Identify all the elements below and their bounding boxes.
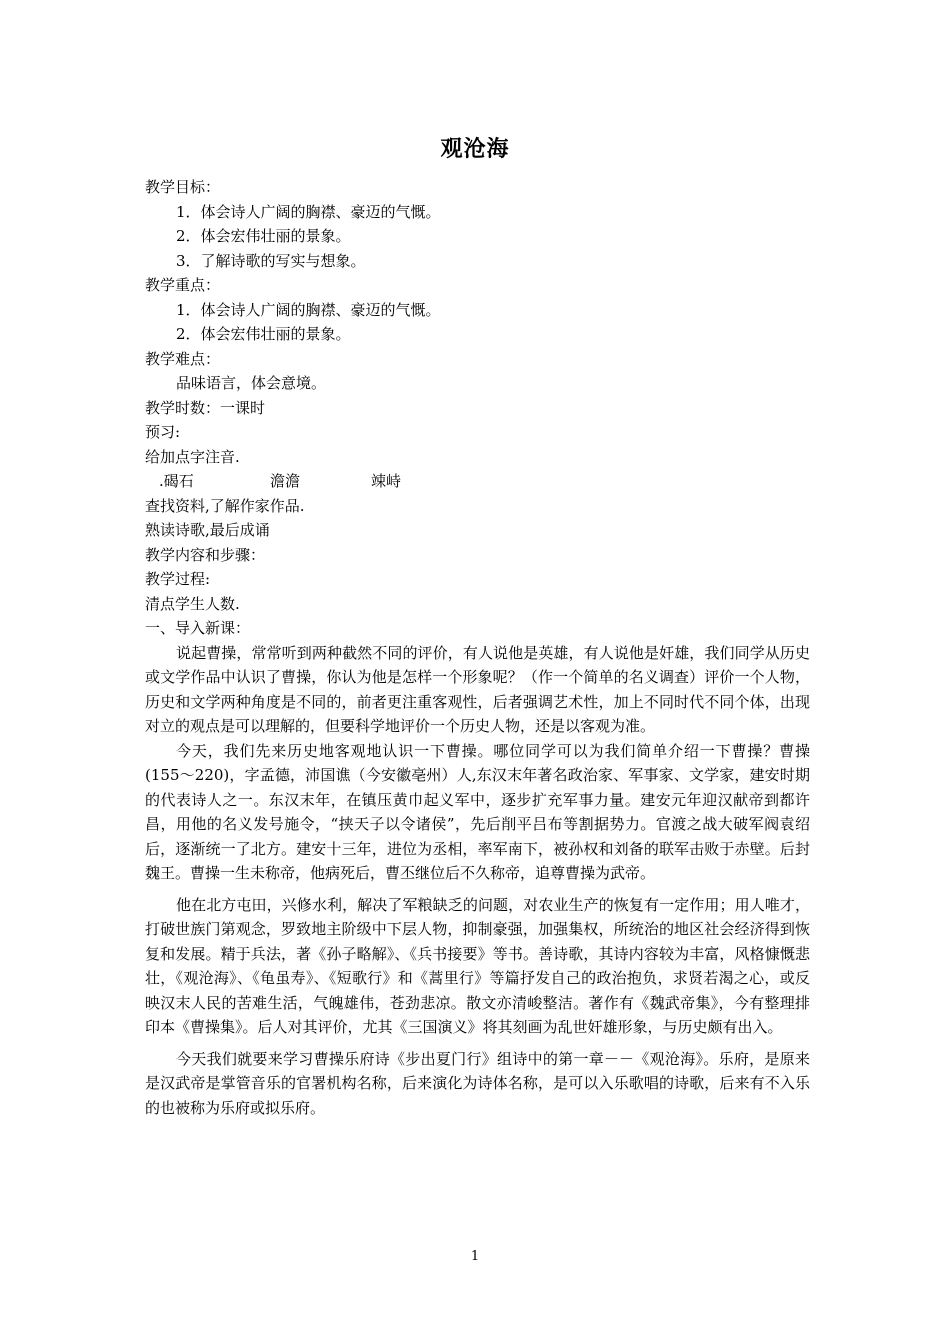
body-paragraph: 今天我们就要来学习曹操乐府诗《步出夏门行》组诗中的第一章－－《观沧海》。乐府，是原来是汉武帝是掌管音乐的官署机构名称，后来演化为诗体名称，是可以入乐歌唱的诗歌，后来有不入乐的也被称为乐府或拟乐府。 (145, 1049, 810, 1117)
difficulty-item: 品味语言，体会意境。 (176, 374, 327, 392)
pinyin-word: 竦峙 (371, 472, 402, 490)
goals-heading: 教学目标： (145, 178, 221, 196)
process-heading: 教学过程: (145, 570, 211, 588)
key-point-item: 1．体会诗人广阔的胸襟、豪迈的气慨。 (176, 300, 441, 319)
preview-heading: 预习: (145, 423, 181, 441)
preview-task-research: 查找资料,了解作家作品. (145, 496, 305, 515)
pinyin-word-row (145, 469, 810, 494)
key-point-item: 2．体会宏伟壮丽的景象。 (176, 325, 351, 343)
teaching-hours: 教学时数：一课时 (145, 398, 266, 417)
goal-item: 2．体会宏伟壮丽的景象。 (176, 227, 351, 245)
section-heading-intro: 一、导入新课： (145, 619, 251, 637)
goal-item: 3．了解诗歌的写实与想象。 (176, 251, 366, 270)
pinyin-word: 澹澹 (270, 472, 301, 490)
body-paragraph: 今天，我们先来历史地客观地认识一下曹操。哪位同学可以为我们简单介绍一下曹操？曹操(155～220)，字孟德，沛国谯（今安徽亳州）人,东汉末年著名政治家、军事家、文学家，建安时期的代表诗人之一。东汉末年，在镇压黄巾起义军中，逐步扩充军事力量。建安元年迎汉献帝到都许昌，用他的名义发号施令，“挟天子以令诸侯”，先后削平吕布等割据势力。官渡之战大破军阀袁绍后，逐渐统一了北方。建安十三年，进位为丞相，率军南下，被孙权和刘备的联军击败于赤壁。后封魏王。曹操一生未称帝，他病死后，曹丕继位后不久称帝，追尊曹操为武帝。 (145, 741, 810, 882)
document-body (145, 175, 810, 1120)
body-paragraph: 他在北方屯田，兴修水利，解决了军粮缺乏的问题，对农业生产的恢复有一定作用；用人唯才，打破世族门第观念，罗致地主阶级中下层人物，抑制豪强，加强集权，所统治的地区社会经济得到恢复和发展。精于兵法，著《孙子略解》、《兵书接要》等书。善诗歌，其诗内容较为丰富，风格慷慨悲壮，《观沧海》、《龟虽寿》、《短歌行》和《蒿里行》等篇抒发自己的政治抱负，求贤若渴之心，或反映汉末人民的苦难生活，气魄雄伟，苍劲悲凉。散文亦清峻整洁。著作有《魏武帝集》，今有整理排印本《曹操集》。后人对其评价，尤其《三国演义》将其刻画为乱世奸雄形象，与历史颇有出入。 (145, 895, 810, 1036)
difficulties-heading: 教学难点： (145, 349, 221, 368)
pinyin-word: .碣石 (159, 472, 194, 490)
content-heading: 教学内容和步骤： (145, 545, 266, 564)
document-title: 观沧海 (440, 136, 510, 162)
key-points-heading: 教学重点： (145, 276, 221, 294)
goal-item: 1．体会诗人广阔的胸襟、豪迈的气慨。 (176, 202, 441, 221)
preview-task-pinyin: 给加点字注音. (145, 447, 240, 466)
body-paragraph: 说起曹操，常常听到两种截然不同的评价，有人说他是英雄，有人说他是奸雄，我们同学从历史或文学作品中认识了曹操，你认为他是怎样一个形象呢？（作一个简单的名义调查）评价一个人物，历史和文学两种角度是不同的，前者更注重客观性，后者强调艺术性，加上不同时代不同个体，出现对立的观点是可以理解的，但要科学地评价一个历史人物，还是以客观为准。 (145, 643, 810, 735)
page-number: 1 (470, 1249, 480, 1264)
roll-call: 清点学生人数. (145, 594, 240, 613)
preview-task-recite: 熟读诗歌,最后成诵 (145, 521, 270, 539)
